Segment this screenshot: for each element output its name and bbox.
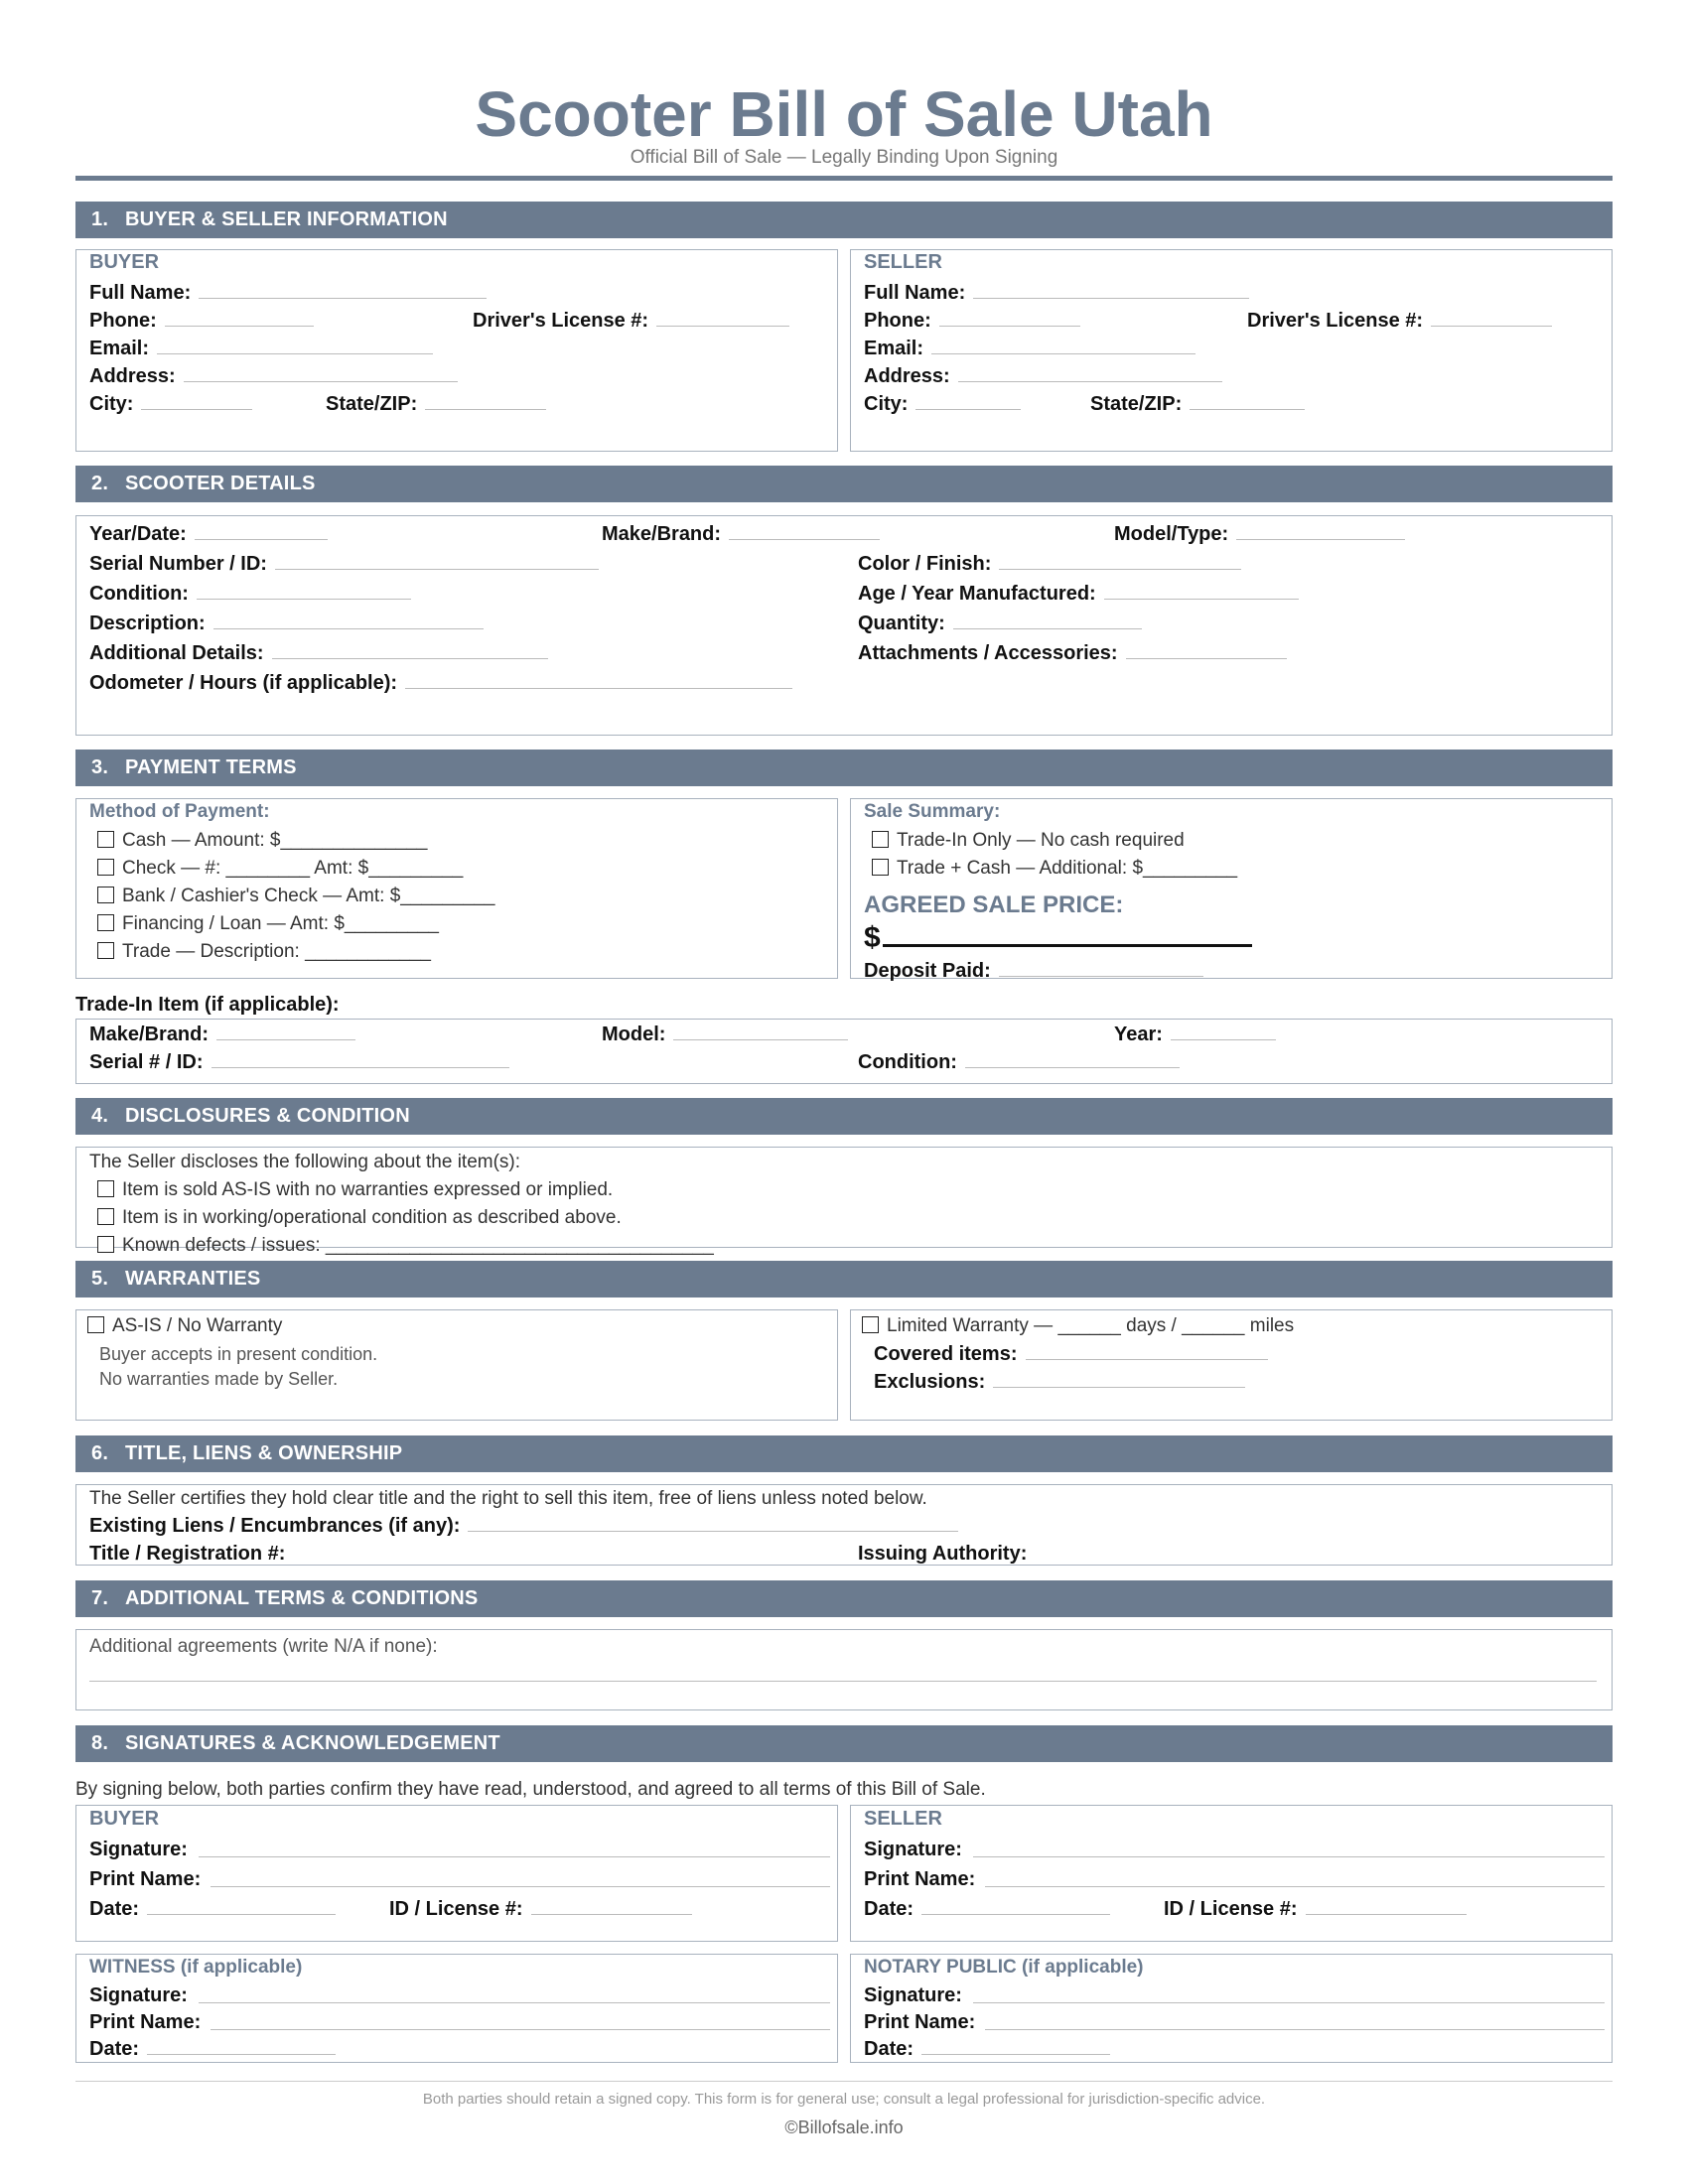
witness-print-name-row: Print Name: (89, 2011, 202, 2033)
seller-full-name-row: Full Name: (864, 281, 1249, 305)
disclosure-working-option[interactable]: Item is in working/operational condition as described above. (97, 1206, 622, 1230)
buyer-license-field[interactable] (656, 309, 789, 327)
cash-checkbox[interactable] (97, 831, 114, 848)
payment-financing-option[interactable]: Financing / Loan — Amt: $_________ (97, 912, 439, 936)
buyer-signature-row: Signature: (89, 1839, 188, 1860)
trade-in-make-row: Make/Brand: (89, 1023, 355, 1046)
agreed-sale-price-label: AGREED SALE PRICE: (864, 891, 1124, 918)
trade-in-condition-row: Condition: (858, 1050, 1180, 1074)
trade-in-year-field[interactable] (1171, 1023, 1276, 1040)
payment-bank-option[interactable]: Bank / Cashier's Check — Amt: $_________ (97, 885, 494, 908)
witness-date-row: Date: (89, 2037, 336, 2061)
scooter-attachments-row: Attachments / Accessories: (858, 641, 1287, 665)
payment-cash-option[interactable]: Cash — Amount: $______________ (97, 829, 427, 853)
trade-in-model-field[interactable] (673, 1023, 848, 1040)
seller-print-name-field[interactable] (985, 1886, 1605, 1887)
buyer-heading: BUYER (89, 251, 160, 273)
trade-in-serial-row: Serial # / ID: (89, 1050, 509, 1074)
scooter-make-field[interactable] (729, 522, 880, 540)
existing-liens-row: Existing Liens / Encumbrances (if any): (89, 1514, 958, 1538)
deposit-paid-field[interactable] (999, 959, 1203, 977)
issuing-authority-row: Issuing Authority: (858, 1543, 1028, 1565)
buyer-signature-heading: BUYER (89, 1808, 160, 1830)
buyer-print-name-field[interactable] (211, 1886, 830, 1887)
seller-signature-heading: SELLER (864, 1808, 942, 1830)
page-subtitle: Official Bill of Sale — Legally Binding Upon Signing (630, 147, 1058, 168)
notary-signature-field[interactable] (973, 2002, 1605, 2003)
check-checkbox[interactable] (97, 859, 114, 876)
trade-plus-cash-checkbox[interactable] (872, 859, 889, 876)
scooter-age-row: Age / Year Manufactured: (858, 582, 1299, 606)
buyer-address-row: Address: (89, 364, 458, 388)
seller-heading: SELLER (864, 251, 942, 273)
seller-signature-field[interactable] (973, 1856, 1605, 1857)
scooter-additional-field[interactable] (272, 641, 548, 659)
additional-terms-field[interactable] (89, 1681, 1597, 1682)
known-defects-checkbox[interactable] (97, 1236, 114, 1253)
covered-items-row: Covered items: (874, 1342, 1268, 1366)
working-condition-checkbox[interactable] (97, 1208, 114, 1225)
as-is-disclosure-checkbox[interactable] (97, 1180, 114, 1197)
as-is-warranty-option[interactable]: AS-IS / No Warranty (87, 1314, 282, 1338)
seller-license-row: Driver's License #: (1247, 309, 1552, 333)
section-header-signatures: 8. SIGNATURES & ACKNOWLEDGEMENT (75, 1725, 1613, 1762)
notary-print-name-row: Print Name: (864, 2011, 976, 2033)
buyer-signature-field[interactable] (199, 1856, 830, 1857)
existing-liens-field[interactable] (468, 1514, 958, 1532)
seller-id-license-row: ID / License #: (1164, 1897, 1467, 1921)
seller-phone-field[interactable] (939, 309, 1080, 327)
scooter-quantity-row: Quantity: (858, 612, 1142, 635)
section-header-warranties: 5. WARRANTIES (75, 1261, 1613, 1297)
seller-print-name-row: Print Name: (864, 1868, 976, 1890)
buyer-phone-row: Phone: (89, 309, 314, 333)
as-is-warranty-checkbox[interactable] (87, 1316, 104, 1333)
footer-note: Both parties should retain a signed copy. This form is for general use; consult a legal professional for jurisdiction-specific advice. (422, 2091, 1266, 2108)
exclusions-row: Exclusions: (874, 1370, 1245, 1394)
sale-summary-heading: Sale Summary: (864, 801, 1001, 822)
disclosure-as-is-option[interactable]: Item is sold AS-IS with no warranties expressed or implied. (97, 1178, 613, 1202)
as-is-note-2: No warranties made by Seller. (99, 1369, 339, 1389)
financing-checkbox[interactable] (97, 914, 114, 931)
witness-print-name-field[interactable] (211, 2029, 830, 2030)
scooter-model-row: Model/Type: (1114, 522, 1405, 546)
trade-plus-cash-option[interactable]: Trade + Cash — Additional: $_________ (872, 857, 1237, 881)
section-header-buyer-seller: 1. BUYER & SELLER INFORMATION (75, 202, 1613, 238)
seller-license-field[interactable] (1431, 309, 1552, 327)
buyer-state-zip-row: State/ZIP: (326, 392, 546, 416)
scooter-additional-row: Additional Details: (89, 641, 548, 665)
notary-date-row: Date: (864, 2037, 1110, 2061)
scooter-condition-field[interactable] (197, 582, 411, 600)
title-registration-row: Title / Registration #: (89, 1543, 286, 1565)
seller-phone-row: Phone: (864, 309, 1080, 333)
scooter-year-field[interactable] (195, 522, 328, 540)
scooter-serial-row: Serial Number / ID: (89, 552, 599, 576)
witness-date-field[interactable] (147, 2037, 336, 2055)
seller-address-row: Address: (864, 364, 1222, 388)
buyer-date-row: Date: (89, 1897, 336, 1921)
notary-heading: NOTARY PUBLIC (if applicable) (864, 1957, 1144, 1978)
seller-id-license-field[interactable] (1306, 1897, 1467, 1915)
payment-trade-option[interactable]: Trade — Description: ____________ (97, 940, 431, 964)
bill-of-sale-page (75, 0, 1613, 2184)
additional-terms-note: Additional agreements (write N/A if none): (89, 1636, 438, 1657)
trade-in-model-row: Model: (602, 1023, 848, 1046)
seller-state-zip-field[interactable] (1190, 392, 1305, 410)
buyer-address-field[interactable] (184, 364, 458, 382)
seller-date-field[interactable] (921, 1897, 1110, 1915)
exclusions-field[interactable] (993, 1370, 1245, 1388)
scooter-serial-field[interactable] (275, 552, 599, 570)
buyer-print-name-row: Print Name: (89, 1868, 202, 1890)
signatures-intro: By signing below, both parties confirm they have read, understood, and agreed to all terms of this Bill of Sale. (75, 1779, 986, 1800)
trade-in-serial-field[interactable] (211, 1050, 509, 1068)
scooter-quantity-field[interactable] (953, 612, 1142, 629)
footer-credit: ©Billofsale.info (784, 2117, 904, 2137)
witness-heading: WITNESS (if applicable) (89, 1957, 303, 1978)
scooter-odometer-row: Odometer / Hours (if applicable): (89, 671, 792, 695)
scooter-description-row: Description: (89, 612, 484, 635)
scooter-model-field[interactable] (1236, 522, 1405, 540)
scooter-age-field[interactable] (1104, 582, 1299, 600)
buyer-state-zip-field[interactable] (425, 392, 546, 410)
trade-in-condition-field[interactable] (965, 1050, 1180, 1068)
section-header-scooter-details: 2. SCOOTER DETAILS (75, 466, 1613, 502)
limited-warranty-checkbox[interactable] (862, 1316, 879, 1333)
trade-in-make-field[interactable] (216, 1023, 355, 1040)
trade-in-only-option[interactable]: Trade-In Only — No cash required (872, 829, 1185, 853)
buyer-date-field[interactable] (147, 1897, 336, 1915)
seller-address-field[interactable] (958, 364, 1222, 382)
notary-print-name-field[interactable] (985, 2029, 1605, 2030)
buyer-full-name-row: Full Name: (89, 281, 487, 305)
agreed-sale-price-field[interactable]: $ (864, 921, 1252, 955)
trade-checkbox[interactable] (97, 942, 114, 959)
method-of-payment-heading: Method of Payment: (89, 801, 270, 822)
buyer-license-row: Driver's License #: (473, 309, 789, 333)
buyer-city-row: City: (89, 392, 252, 416)
deposit-paid-row: Deposit Paid: (864, 959, 1203, 983)
scooter-make-row: Make/Brand: (602, 522, 880, 546)
witness-signature-row: Signature: (89, 1984, 188, 2006)
seller-city-field[interactable] (915, 392, 1021, 410)
buyer-city-field[interactable] (141, 392, 252, 410)
section-header-additional-terms: 7. ADDITIONAL TERMS & CONDITIONS (75, 1580, 1613, 1617)
notary-date-field[interactable] (921, 2037, 1110, 2055)
notary-signature-row: Signature: (864, 1984, 962, 2006)
buyer-id-license-field[interactable] (531, 1897, 692, 1915)
scooter-condition-row: Condition: (89, 582, 411, 606)
as-is-note-1: Buyer accepts in present condition. (99, 1344, 378, 1364)
scooter-color-field[interactable] (999, 552, 1241, 570)
buyer-email-field[interactable] (157, 337, 433, 354)
limited-warranty-option[interactable]: Limited Warranty — ______ days / ______ miles (862, 1314, 1294, 1338)
covered-items-field[interactable] (1026, 1342, 1268, 1360)
scooter-year-row: Year/Date: (89, 522, 328, 546)
seller-full-name-field[interactable] (973, 281, 1249, 299)
buyer-phone-field[interactable] (165, 309, 314, 327)
payment-check-option[interactable]: Check — #: ________ Amt: $_________ (97, 857, 463, 881)
scooter-description-field[interactable] (213, 612, 484, 629)
trade-in-heading: Trade-In Item (if applicable): (75, 994, 340, 1016)
trade-in-only-checkbox[interactable] (872, 831, 889, 848)
scooter-odometer-field[interactable] (405, 671, 792, 689)
page-title: Scooter Bill of Sale Utah (475, 78, 1213, 150)
section-header-payment-terms: 3. PAYMENT TERMS (75, 750, 1613, 786)
buyer-id-license-row: ID / License #: (389, 1897, 692, 1921)
seller-email-row: Email: (864, 337, 1196, 360)
seller-city-row: City: (864, 392, 1021, 416)
seller-email-field[interactable] (931, 337, 1196, 354)
disclosures-intro: The Seller discloses the following about the item(s): (89, 1152, 521, 1172)
seller-state-zip-row: State/ZIP: (1090, 392, 1305, 416)
seller-signature-row: Signature: (864, 1839, 962, 1860)
scooter-attachments-field[interactable] (1126, 641, 1287, 659)
scooter-color-row: Color / Finish: (858, 552, 1241, 576)
footer-divider (75, 2081, 1613, 2082)
title-certify-text: The Seller certifies they hold clear title and the right to sell this item, free of liens unless noted below. (89, 1488, 927, 1509)
buyer-email-row: Email: (89, 337, 433, 360)
section-header-disclosures: 4. DISCLOSURES & CONDITION (75, 1098, 1613, 1135)
buyer-full-name-field[interactable] (199, 281, 487, 299)
seller-date-row: Date: (864, 1897, 1110, 1921)
witness-signature-field[interactable] (199, 2002, 830, 2003)
disclosure-defects-option[interactable]: Known defects / issues: _____________________________________ (97, 1234, 714, 1258)
title-divider (75, 176, 1613, 181)
section-header-title-liens: 6. TITLE, LIENS & OWNERSHIP (75, 1435, 1613, 1472)
bank-checkbox[interactable] (97, 887, 114, 903)
trade-in-year-row: Year: (1114, 1023, 1276, 1046)
